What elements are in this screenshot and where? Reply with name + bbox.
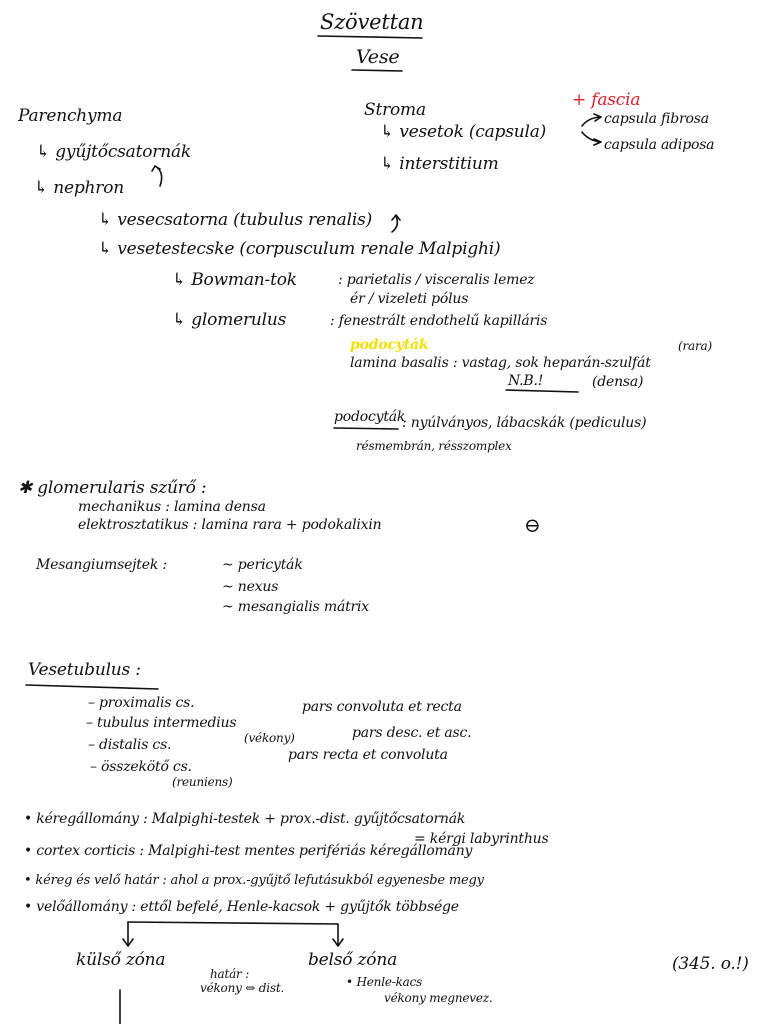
note-1: • kéregállomány : Malpighi-testek + prox.-dist. gyűjtőcsatornák bbox=[24, 811, 466, 827]
capsule-adiposa: capsula adiposa bbox=[604, 137, 715, 153]
tubulus-row-1-a: – proximalis cs. bbox=[88, 695, 195, 711]
bowman-label: Bowman-tok bbox=[191, 270, 297, 290]
outer-zone: külső zóna bbox=[76, 950, 166, 970]
tubulus-label: Vesetubulus : bbox=[28, 660, 141, 680]
glomerulus-label: glomerulus bbox=[191, 310, 287, 330]
lamina-note: (rara) bbox=[678, 339, 712, 353]
stroma-item-1: vesetok (capsula) bbox=[399, 122, 547, 142]
outer-zone-note-1: határ : bbox=[210, 967, 250, 981]
tubulus-row-4-a: – összekötő cs. bbox=[90, 759, 192, 775]
parenchyma-item-1: gyűjtőcsatornák bbox=[55, 142, 191, 162]
nephron-sub-1: vesecsatorna (tubulus renalis) bbox=[117, 210, 373, 230]
tubulus-row-2-a: – tubulus intermedius bbox=[86, 715, 237, 731]
filter-label-text: glomerularis szűrő : bbox=[37, 478, 207, 498]
note-3: • kéreg és velő határ : ahol a prox.-gyűjtő lefutásukból egyenesbe megy bbox=[24, 873, 484, 888]
parenchyma-item-arrow: ↳ gyűjtőcsatornák bbox=[36, 142, 191, 162]
inner-zone-note-2: vékony megnevez. bbox=[384, 991, 493, 1005]
negative-charge-sign: ⊖ bbox=[524, 513, 541, 537]
podocyta-desc-2: résmembrán, résszomplex bbox=[356, 439, 512, 453]
note-4: • velőállomány : ettől befelé, Henle-kacsok + gyűjtők többsége bbox=[24, 899, 459, 915]
tubulus-row-3-b: pars recta et convoluta bbox=[288, 747, 448, 763]
capsule-fibrosa: capsula fibrosa bbox=[604, 111, 709, 127]
mesangium-line-1: ~ pericyták bbox=[222, 557, 303, 573]
bowman-row: ↳ Bowman-tok bbox=[172, 270, 297, 290]
lamina-basalis: lamina basalis : vastag, sok heparán-szulfát bbox=[350, 355, 651, 371]
filter-line-1: mechanikus : lamina densa bbox=[78, 499, 266, 515]
inner-zone-note-1: • Henle-kacs bbox=[346, 975, 423, 989]
tubulus-row-2-note: (vékony) bbox=[244, 731, 295, 745]
page-subtitle: Vese bbox=[356, 46, 400, 68]
parenchyma-label: Parenchyma bbox=[18, 106, 123, 126]
tubulus-row-3-a: – distalis cs. bbox=[88, 737, 172, 753]
inner-zone: belső zóna bbox=[308, 950, 398, 970]
outer-zone-note-2: vékony ⇔ dist. bbox=[200, 981, 285, 995]
stroma-fascia: + fascia bbox=[572, 90, 641, 110]
stroma-item-2: interstitium bbox=[399, 154, 499, 174]
stroma-item-2-row: ↳ interstitium bbox=[380, 154, 499, 174]
filter-line-2: elektrosztatikus : lamina rara + podokalixin bbox=[78, 517, 382, 533]
parenchyma-item-arrow-2: ↳ nephron bbox=[34, 178, 125, 198]
podocyta-desc: : nyúlványos, lábacskák (pediculus) bbox=[402, 415, 647, 431]
parenchyma-item-2: nephron bbox=[53, 178, 125, 198]
podocyta-highlight: podocyták bbox=[350, 337, 429, 353]
mesangium-label: Mesangiumsejtek : bbox=[36, 557, 167, 573]
lamina-densa: (densa) bbox=[592, 374, 644, 390]
podocyta-label: podocyták bbox=[334, 409, 406, 425]
stroma-label: Stroma bbox=[364, 100, 426, 120]
page-title: Szövettan bbox=[320, 10, 424, 34]
mesangium-line-2: ~ nexus bbox=[222, 579, 279, 595]
tubulus-row-2-b: pars desc. et asc. bbox=[352, 725, 472, 741]
note-1-b: = kérgi labyrinthus bbox=[414, 831, 549, 847]
lamina-nb: N.B.! bbox=[508, 373, 544, 389]
note-2: • cortex corticis : Malpighi-test mentes perifériás kéregállomány bbox=[24, 843, 473, 859]
tubulus-row-1-b: pars convoluta et recta bbox=[302, 699, 462, 715]
nephron-sub-2-row: ↳ vesetestecske (corpusculum renale Malpighi) bbox=[98, 239, 501, 259]
nephron-sub-1-row: ↳ vesecsatorna (tubulus renalis) bbox=[98, 210, 373, 230]
bowman-desc-2: ér / vizeleti pólus bbox=[350, 291, 469, 307]
glomerulus-desc: : fenestrált endothelű kapilláris bbox=[330, 313, 548, 329]
filter-label: ✱ glomerularis szűrő : bbox=[18, 478, 207, 498]
nephron-sub-2: vesetestecske (corpusculum renale Malpighi) bbox=[117, 239, 501, 259]
stroma-item-1-row: ↳ vesetok (capsula) bbox=[380, 122, 547, 142]
mesangium-line-3: ~ mesangialis mátrix bbox=[222, 599, 369, 615]
glomerulus-row: ↳ glomerulus bbox=[172, 310, 287, 330]
page-reference: (345. o.!) bbox=[672, 954, 749, 974]
tubulus-row-4-note: (reuniens) bbox=[172, 775, 233, 789]
bowman-desc: : parietalis / visceralis lemez bbox=[338, 272, 535, 288]
